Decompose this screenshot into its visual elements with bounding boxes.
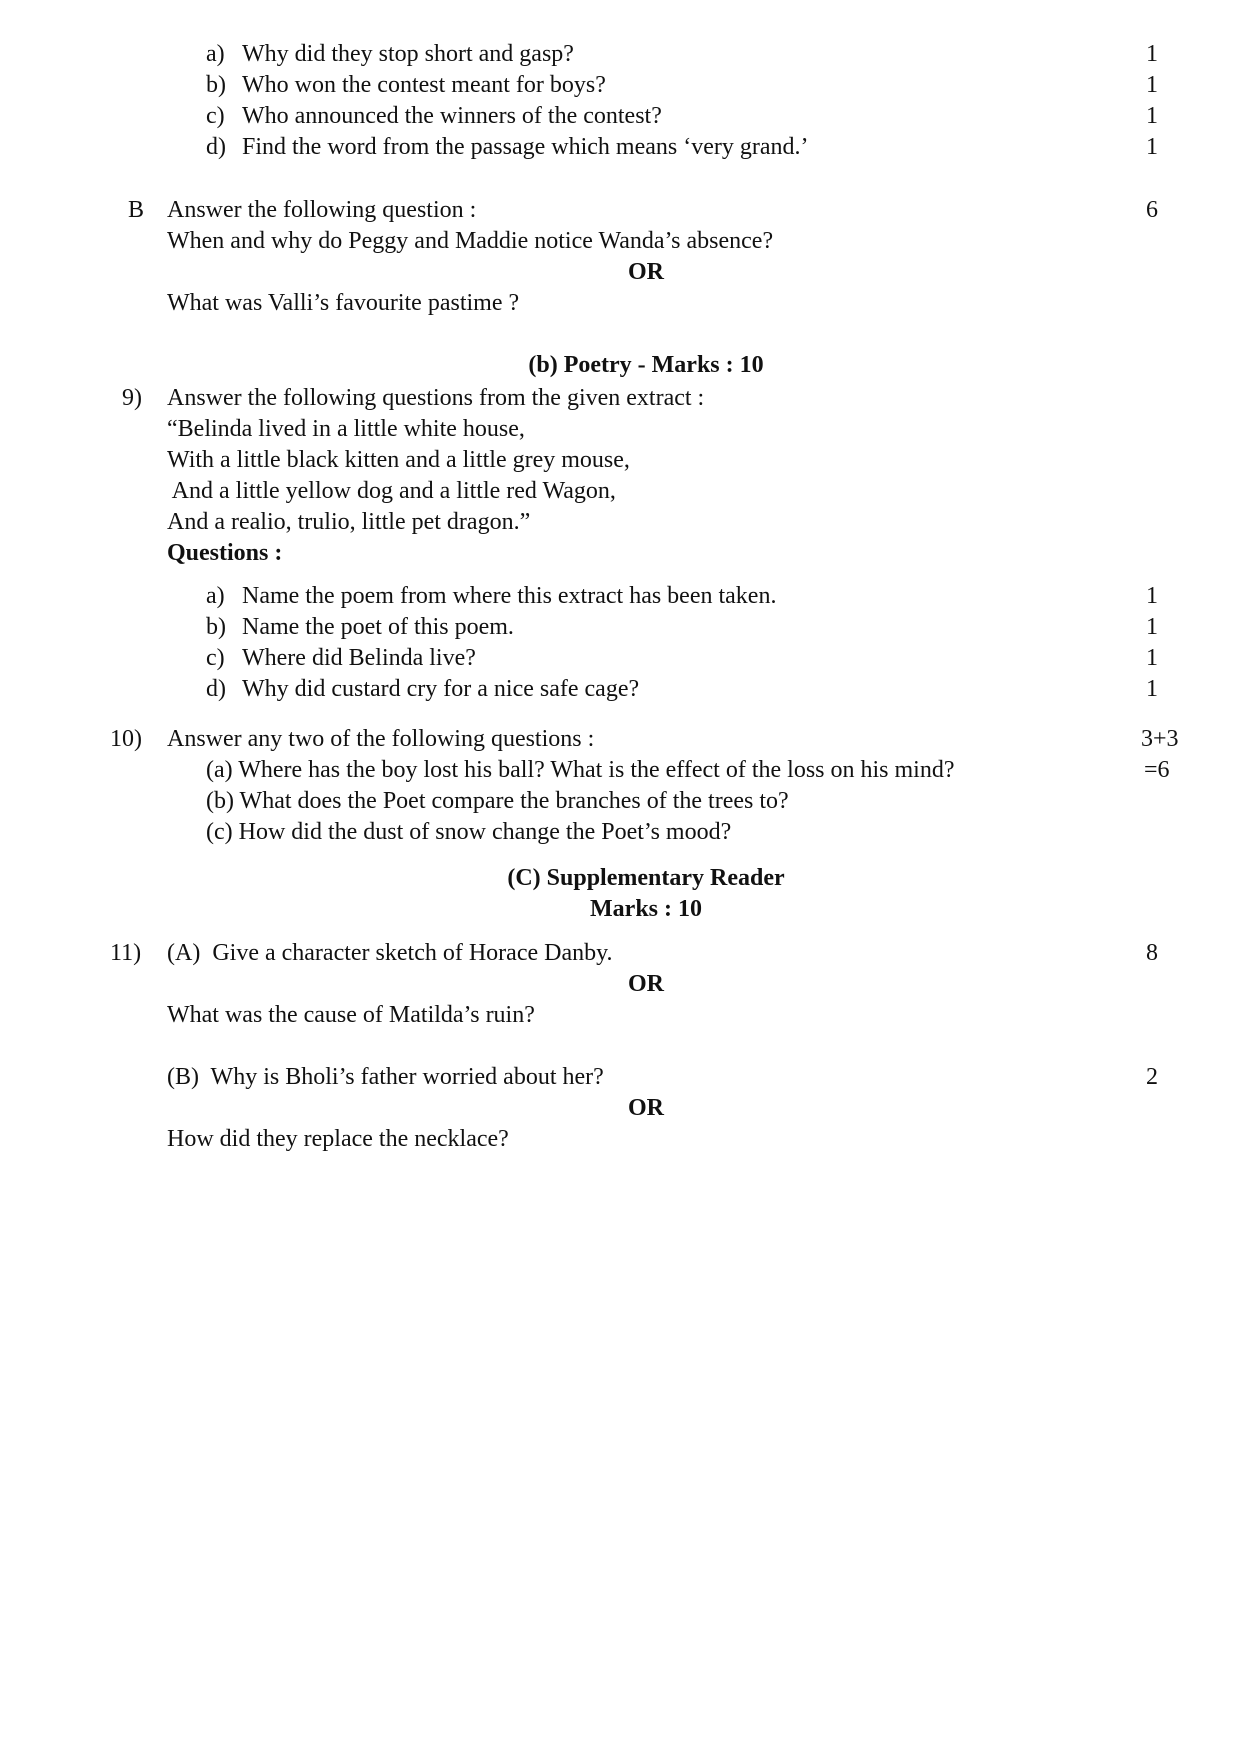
q8c-marks: 1 <box>1146 103 1158 129</box>
q11B-marks: 2 <box>1146 1064 1158 1090</box>
q11A-marks: 8 <box>1146 940 1158 966</box>
q9a-label: a) <box>206 583 225 609</box>
q11A-alternative: What was the cause of Matilda’s ruin? <box>167 1002 535 1028</box>
qB-or: OR <box>628 259 664 285</box>
q10a-text: (a) Where has the boy lost his ball? What is the effect of the loss on his mind? <box>206 757 955 783</box>
q10-marks-1: 3+3 <box>1141 726 1179 752</box>
q9a-text: Name the poem from where this extract has been taken. <box>242 583 777 609</box>
q9b-label: b) <box>206 614 226 640</box>
q10-marks-2: =6 <box>1144 757 1170 783</box>
poem-line-4: And a realio, trulio, little pet dragon.” <box>167 509 531 535</box>
q9c-marks: 1 <box>1146 645 1158 671</box>
q8d-marks: 1 <box>1146 134 1158 160</box>
q10-number: 10) <box>110 726 142 752</box>
q9d-text: Why did custard cry for a nice safe cage? <box>242 676 640 702</box>
q9c-text: Where did Belinda live? <box>242 645 476 671</box>
poem-line-2: With a little black kitten and a little grey mouse, <box>167 447 630 473</box>
q9-instruction: Answer the following questions from the given extract : <box>167 385 705 411</box>
q9a-marks: 1 <box>1146 583 1158 609</box>
q8a-text: Why did they stop short and gasp? <box>242 41 574 67</box>
q9d-label: d) <box>206 676 226 702</box>
qB-question-1: When and why do Peggy and Maddie notice Wanda’s absence? <box>167 228 774 254</box>
q9c-label: c) <box>206 645 225 671</box>
q8b-text: Who won the contest meant for boys? <box>242 72 606 98</box>
poem-line-3: And a little yellow dog and a little red Wagon, <box>167 478 616 504</box>
qB-instruction: Answer the following question : <box>167 197 477 223</box>
qB-marks: 6 <box>1146 197 1158 223</box>
questions-label: Questions : <box>167 540 283 566</box>
q8c-label: c) <box>206 103 225 129</box>
qB-label: B <box>128 197 145 223</box>
q9b-text: Name the poet of this poem. <box>242 614 514 640</box>
q9d-marks: 1 <box>1146 676 1158 702</box>
q11B-or: OR <box>628 1095 664 1121</box>
q11B-alternative: How did they replace the necklace? <box>167 1126 509 1152</box>
q11A-or: OR <box>628 971 664 997</box>
q8d-label: d) <box>206 134 226 160</box>
q9-number: 9) <box>122 385 142 411</box>
supplementary-heading: (C) Supplementary Reader <box>507 865 785 891</box>
q10b-text: (b) What does the Poet compare the branches of the trees to? <box>206 788 789 814</box>
q8a-label: a) <box>206 41 225 67</box>
q8b-label: b) <box>206 72 226 98</box>
poetry-heading: (b) Poetry - Marks : 10 <box>528 352 764 378</box>
q10c-text: (c) How did the dust of snow change the Poet’s mood? <box>206 819 732 845</box>
qB-question-2: What was Valli’s favourite pastime ? <box>167 290 520 316</box>
q8a-marks: 1 <box>1146 41 1158 67</box>
q11-number: 11) <box>110 940 142 966</box>
q8c-text: Who announced the winners of the contest? <box>242 103 662 129</box>
q10-instruction: Answer any two of the following questions : <box>167 726 595 752</box>
q9b-marks: 1 <box>1146 614 1158 640</box>
q8b-marks: 1 <box>1146 72 1158 98</box>
supplementary-marks: Marks : 10 <box>590 896 702 922</box>
q11B-text: (B) Why is Bholi’s father worried about her? <box>167 1064 604 1090</box>
q8d-text: Find the word from the passage which means ‘very grand.’ <box>242 134 809 160</box>
q11A-text: (A) Give a character sketch of Horace Danby. <box>167 940 613 966</box>
poem-line-1: “Belinda lived in a little white house, <box>167 416 525 442</box>
